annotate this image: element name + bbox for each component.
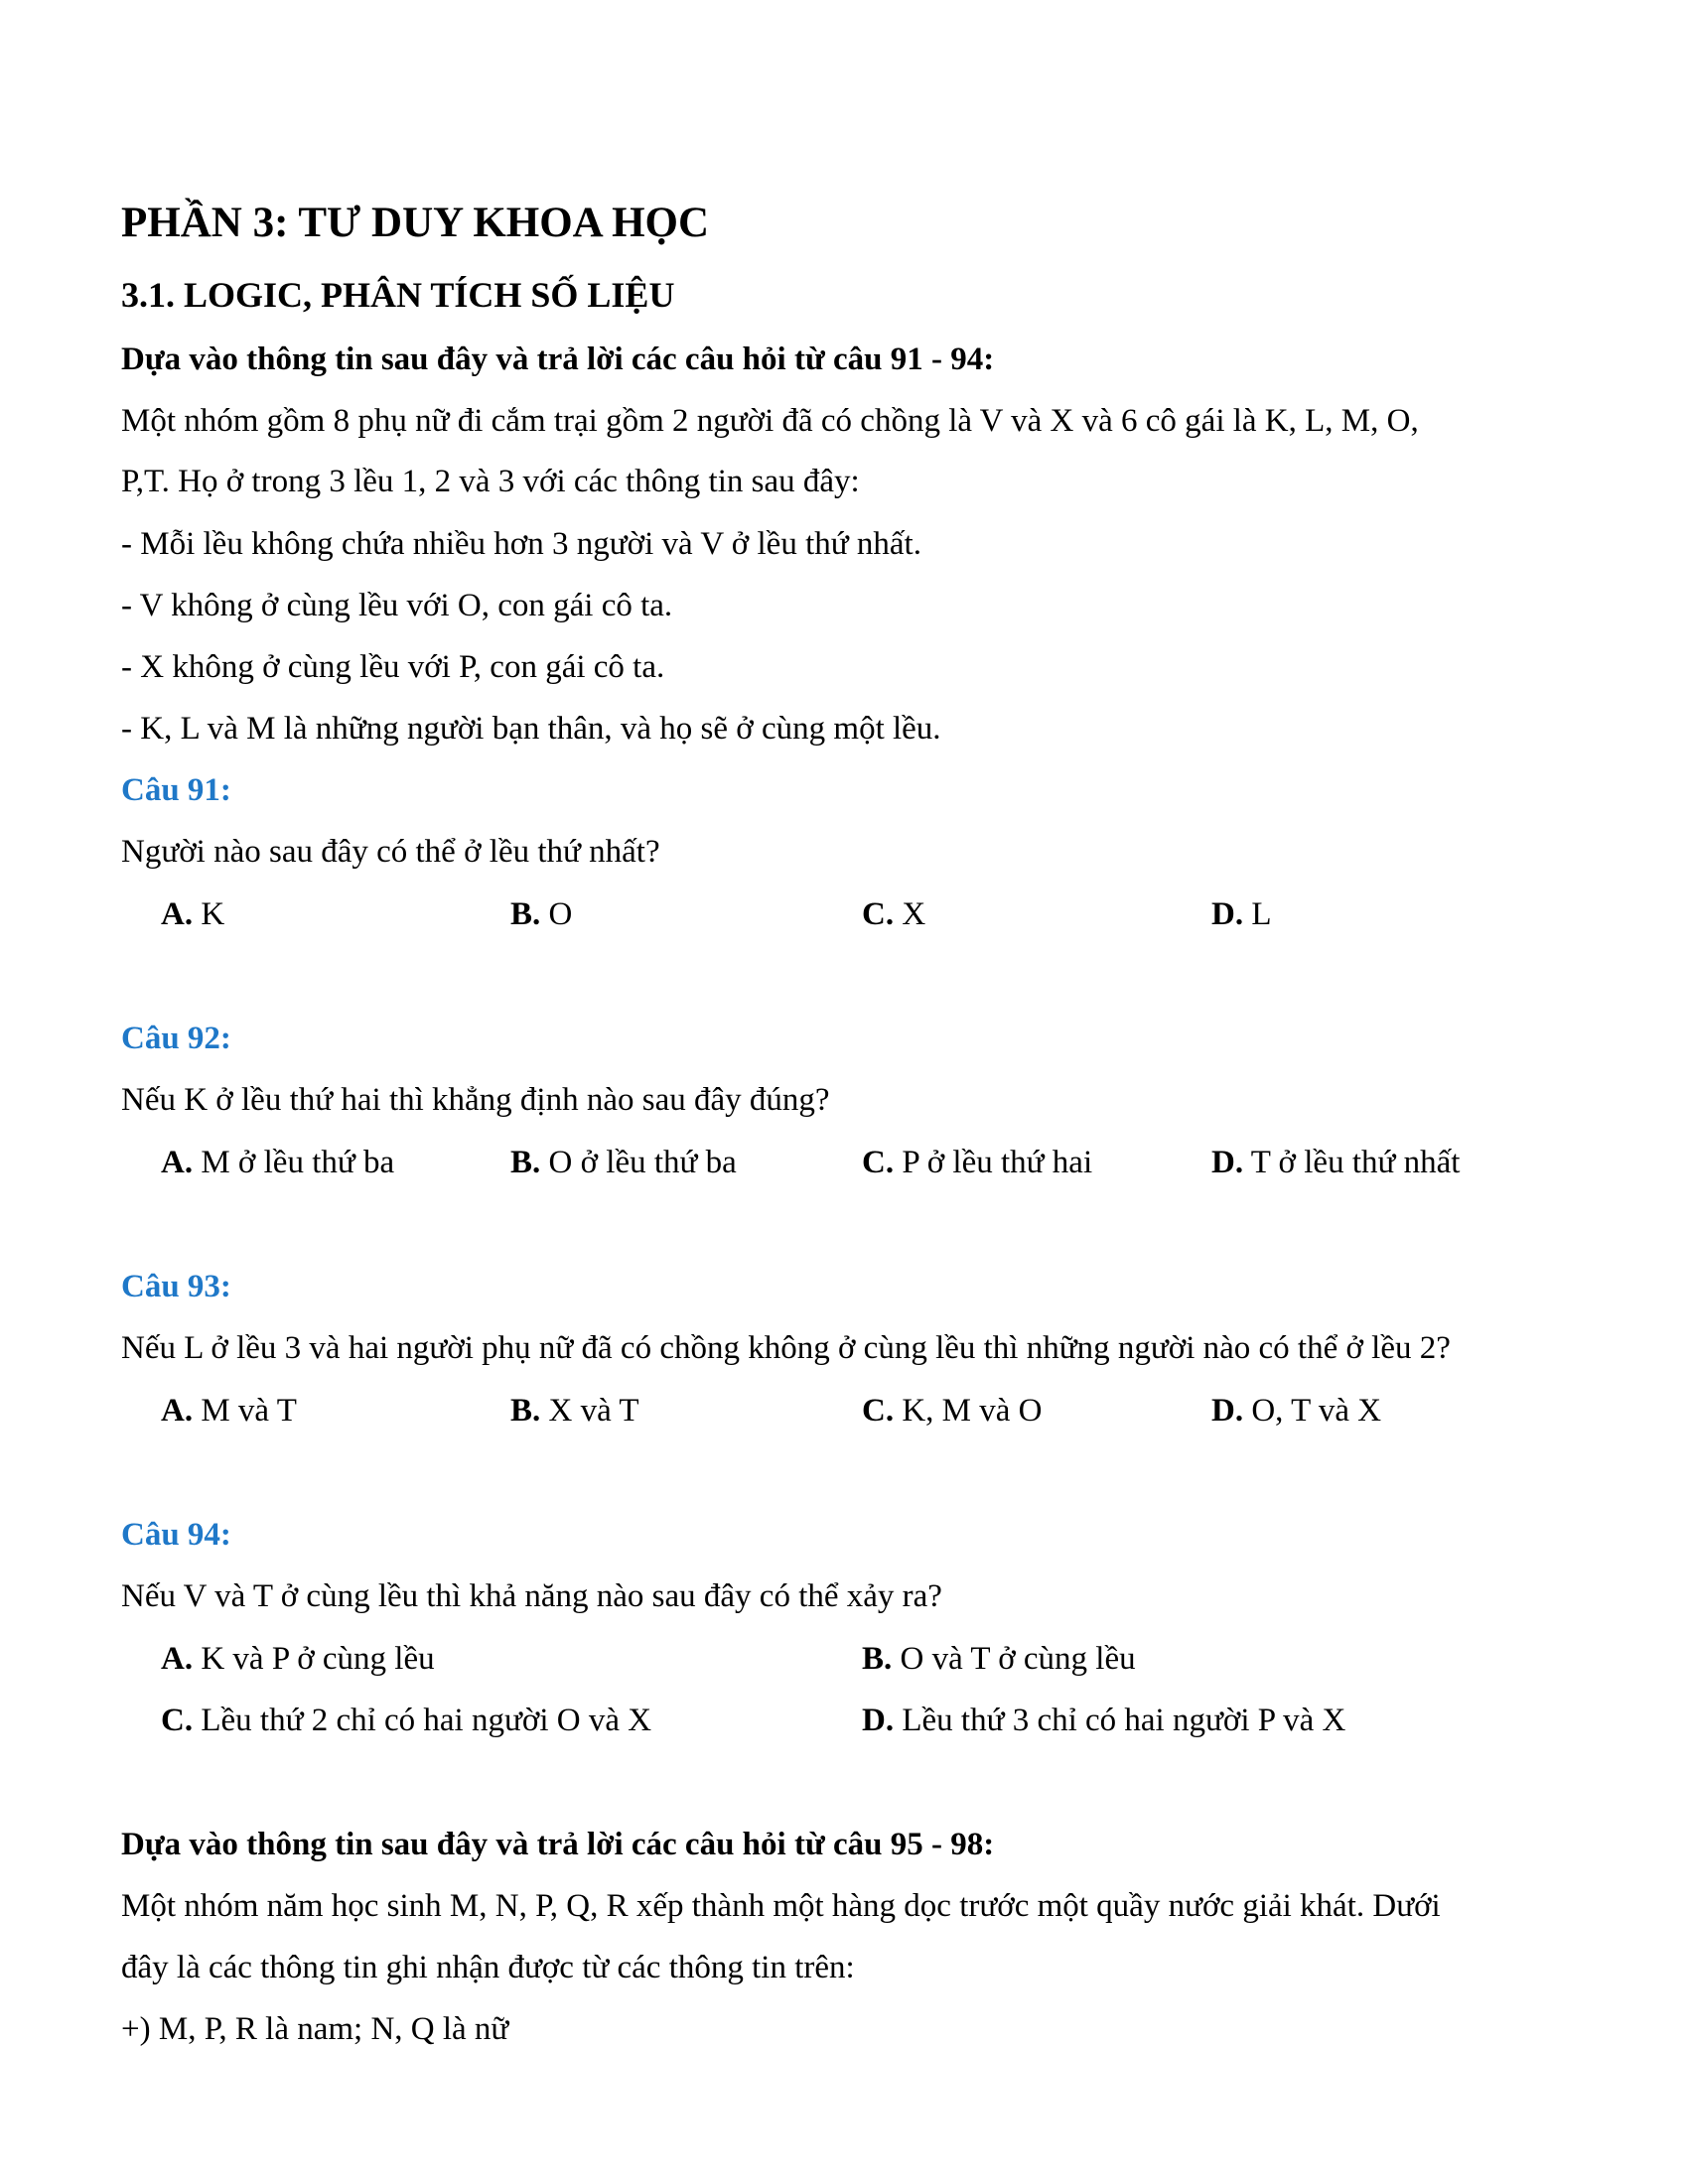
section2-intro: Dựa vào thông tin sau đây và trả lời các câu hỏi từ câu 95 - 98: xyxy=(121,1827,995,1862)
question-93-option-d[interactable]: D. O, T và X xyxy=(1211,1393,1382,1429)
page-title: PHẦN 3: TƯ DUY KHOA HỌC xyxy=(121,200,710,246)
question-93-option-a[interactable]: A. M và T xyxy=(161,1393,297,1429)
section1-paragraph-line2: P,T. Họ ở trong 3 lều 1, 2 và 3 với các thông tin sau đây: xyxy=(121,464,860,499)
question-93-option-c[interactable]: C. K, M và O xyxy=(862,1393,1043,1429)
section2-paragraph-line2: đây là các thông tin ghi nhận được từ các thông tin trên: xyxy=(121,1950,855,1985)
question-91-label: Câu 91: xyxy=(121,772,231,808)
condition-1: - Mỗi lều không chứa nhiều hơn 3 người và V ở lều thứ nhất. xyxy=(121,526,921,562)
section2-condition-1: +) M, P, R là nam; N, Q là nữ xyxy=(121,2011,509,2047)
question-93-label: Câu 93: xyxy=(121,1269,231,1304)
question-92-label: Câu 92: xyxy=(121,1021,231,1056)
question-94-text: Nếu V và T ở cùng lều thì khả năng nào sau đây có thể xảy ra? xyxy=(121,1578,942,1614)
question-94-option-d[interactable]: D. Lều thứ 3 chỉ có hai người P và X xyxy=(862,1703,1346,1738)
question-92-option-a[interactable]: A. M ở lều thứ ba xyxy=(161,1145,395,1180)
section2-paragraph-line1: Một nhóm năm học sinh M, N, P, Q, R xếp thành một hàng dọc trước một quầy nước giải khát. Dưới xyxy=(121,1888,1441,1924)
question-91-option-c[interactable]: C. X xyxy=(862,896,926,932)
section-subtitle: 3.1. LOGIC, PHÂN TÍCH SỐ LIỆU xyxy=(121,275,675,315)
question-92-option-b[interactable]: B. O ở lều thứ ba xyxy=(510,1145,737,1180)
question-94-option-a[interactable]: A. K và P ở cùng lều xyxy=(161,1641,435,1677)
question-92-text: Nếu K ở lều thứ hai thì khẳng định nào sau đây đúng? xyxy=(121,1082,830,1118)
section1-intro: Dựa vào thông tin sau đây và trả lời các câu hỏi từ câu 91 - 94: xyxy=(121,341,995,377)
question-91-option-d[interactable]: D. L xyxy=(1211,896,1272,932)
question-91-option-b[interactable]: B. O xyxy=(510,896,573,932)
question-93-text: Nếu L ở lều 3 và hai người phụ nữ đã có chồng không ở cùng lều thì những người nào có thể ở lều 2? xyxy=(121,1330,1451,1366)
question-91-text: Người nào sau đây có thể ở lều thứ nhất? xyxy=(121,834,660,870)
condition-3: - X không ở cùng lều với P, con gái cô ta. xyxy=(121,649,665,685)
section1-paragraph-line1: Một nhóm gồm 8 phụ nữ đi cắm trại gồm 2 người đã có chồng là V và X và 6 cô gái là K, L, M, O, xyxy=(121,403,1419,439)
question-94-label: Câu 94: xyxy=(121,1517,231,1553)
question-92-option-d[interactable]: D. T ở lều thứ nhất xyxy=(1211,1145,1461,1180)
question-94-option-b[interactable]: B. O và T ở cùng lều xyxy=(862,1641,1136,1677)
condition-4: - K, L và M là những người bạn thân, và họ sẽ ở cùng một lều. xyxy=(121,711,941,747)
question-94-option-c[interactable]: C. Lều thứ 2 chỉ có hai người O và X xyxy=(161,1703,652,1738)
question-92-option-c[interactable]: C. P ở lều thứ hai xyxy=(862,1145,1093,1180)
condition-2: - V không ở cùng lều với O, con gái cô ta. xyxy=(121,588,673,623)
question-91-option-a[interactable]: A. K xyxy=(161,896,225,932)
question-93-option-b[interactable]: B. X và T xyxy=(510,1393,639,1429)
